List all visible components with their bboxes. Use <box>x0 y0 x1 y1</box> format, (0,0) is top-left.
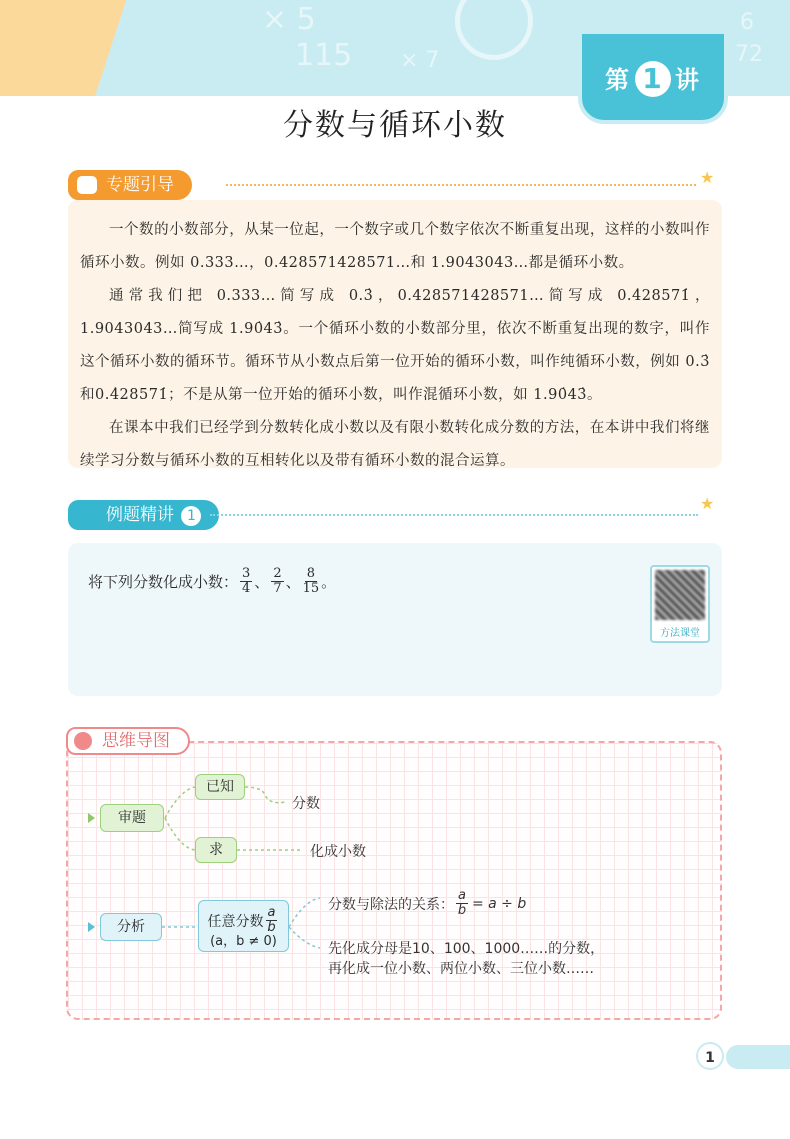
section-divider <box>226 184 696 186</box>
decor-circle <box>455 0 533 60</box>
section-label-text: 思维导图 <box>102 731 170 751</box>
numerator: 8 <box>306 566 316 581</box>
section-label-example <box>68 500 219 530</box>
intro-paragraph: 一个数的小数部分，从某一位起，一个数字或几个数字依次不断重复出现，这样的小数叫作循环小数。例如 0.333…，0.428571428571…和 1.9043043…都是循环小数。 <box>80 222 710 271</box>
example-number: 1 <box>181 506 201 526</box>
node-relation <box>328 889 526 918</box>
node-hua-cheng: 化成小数 <box>310 844 366 860</box>
fraction <box>266 906 278 935</box>
period: 。 <box>321 573 337 591</box>
fraction <box>303 567 320 596</box>
fraction <box>271 567 283 596</box>
node-ren-yi <box>198 900 289 952</box>
decor-symbol: 115 <box>295 38 353 73</box>
decor-symbol: × 7 <box>400 48 440 73</box>
qr-code[interactable] <box>650 565 710 643</box>
condition-text: (a，b ≠ 0) <box>210 934 277 949</box>
problem-prefix: 将下列分数化成小数： <box>88 573 239 591</box>
node-fen-xi: 分析 <box>100 913 162 941</box>
section-label-mindmap <box>66 727 190 755</box>
header-yellow-shape <box>0 0 129 96</box>
denominator: b <box>457 903 467 918</box>
section-label-intro <box>68 170 192 200</box>
denominator: 15 <box>302 581 320 596</box>
node-qiu: 求 <box>195 837 237 863</box>
fraction <box>240 567 252 596</box>
page-tab <box>726 1045 790 1069</box>
relation-suffix: = a ÷ b <box>471 895 527 912</box>
decor-symbol: 6 <box>740 10 754 35</box>
star-icon: ★ <box>700 168 715 187</box>
lecture-number: 1 <box>635 61 671 97</box>
ren-yi-text: 任意分数 <box>207 913 264 930</box>
section-label-text: 例题精讲 <box>106 505 174 525</box>
section-divider <box>210 514 698 516</box>
method-line: 先化成分母是10、100、1000……的分数， <box>328 941 605 957</box>
numerator: 3 <box>242 566 251 581</box>
lecture-prefix: 第 <box>605 66 631 94</box>
node-yi-zhi: 已知 <box>195 774 245 800</box>
mindmap-box <box>66 741 722 1020</box>
example-box <box>68 543 722 696</box>
denominator: b <box>267 920 276 935</box>
intro-paragraph: 通常我们把 0.333…简写成 0.3̇，0.428571428571…简写成 0.4̇28571̇，1.9043043…简写成 1.90̇43̇。一个循环小数的小数部分里，依次不断重复出现的数字，叫作这个循环小数的循环节。循环节从小数点后第一位开始的循环小数，叫作纯循环小数，例如 0.3̇ 和0.4̇28571̇；不是从第一位开始的循环小数，叫作混循环小数，如 1.90̇43̇。 <box>80 288 710 403</box>
numerator: a <box>458 888 466 903</box>
page-number: 1 <box>696 1042 724 1070</box>
brain-icon <box>74 732 92 750</box>
hat-icon <box>77 176 97 194</box>
intro-box <box>68 200 722 468</box>
section-label-text: 专题引导 <box>106 175 174 195</box>
decor-symbol: 72 <box>735 42 763 67</box>
intro-paragraph: 在课本中我们已经学到分数转化成小数以及有限小数转化成分数的方法，在本讲中我们将继续学习分数与循环小数的互相转化以及带有循环小数的混合运算。 <box>80 420 710 469</box>
denominator: 4 <box>242 581 251 596</box>
page-title: 分数与循环小数 <box>283 108 507 143</box>
node-fen-shu: 分数 <box>292 796 320 812</box>
fraction <box>456 889 468 918</box>
separator: 、 <box>285 573 301 591</box>
separator: 、 <box>254 573 270 591</box>
method-line: 再化成一位小数、两位小数、三位小数…… <box>328 961 594 977</box>
decor-symbol: × 5 <box>262 2 316 37</box>
arrow-icon <box>88 922 95 932</box>
node-shen-ti: 审题 <box>100 804 164 832</box>
star-icon: ★ <box>700 494 715 513</box>
problem-text <box>88 567 336 596</box>
qr-code-image <box>655 570 705 620</box>
numerator: a <box>267 905 276 920</box>
denominator: 7 <box>273 581 282 596</box>
arrow-icon <box>88 813 95 823</box>
relation-prefix: 分数与除法的关系： <box>328 896 454 913</box>
numerator: 2 <box>273 566 282 581</box>
qr-caption: 方法课堂 <box>660 628 700 639</box>
lecture-suffix: 讲 <box>675 66 701 94</box>
